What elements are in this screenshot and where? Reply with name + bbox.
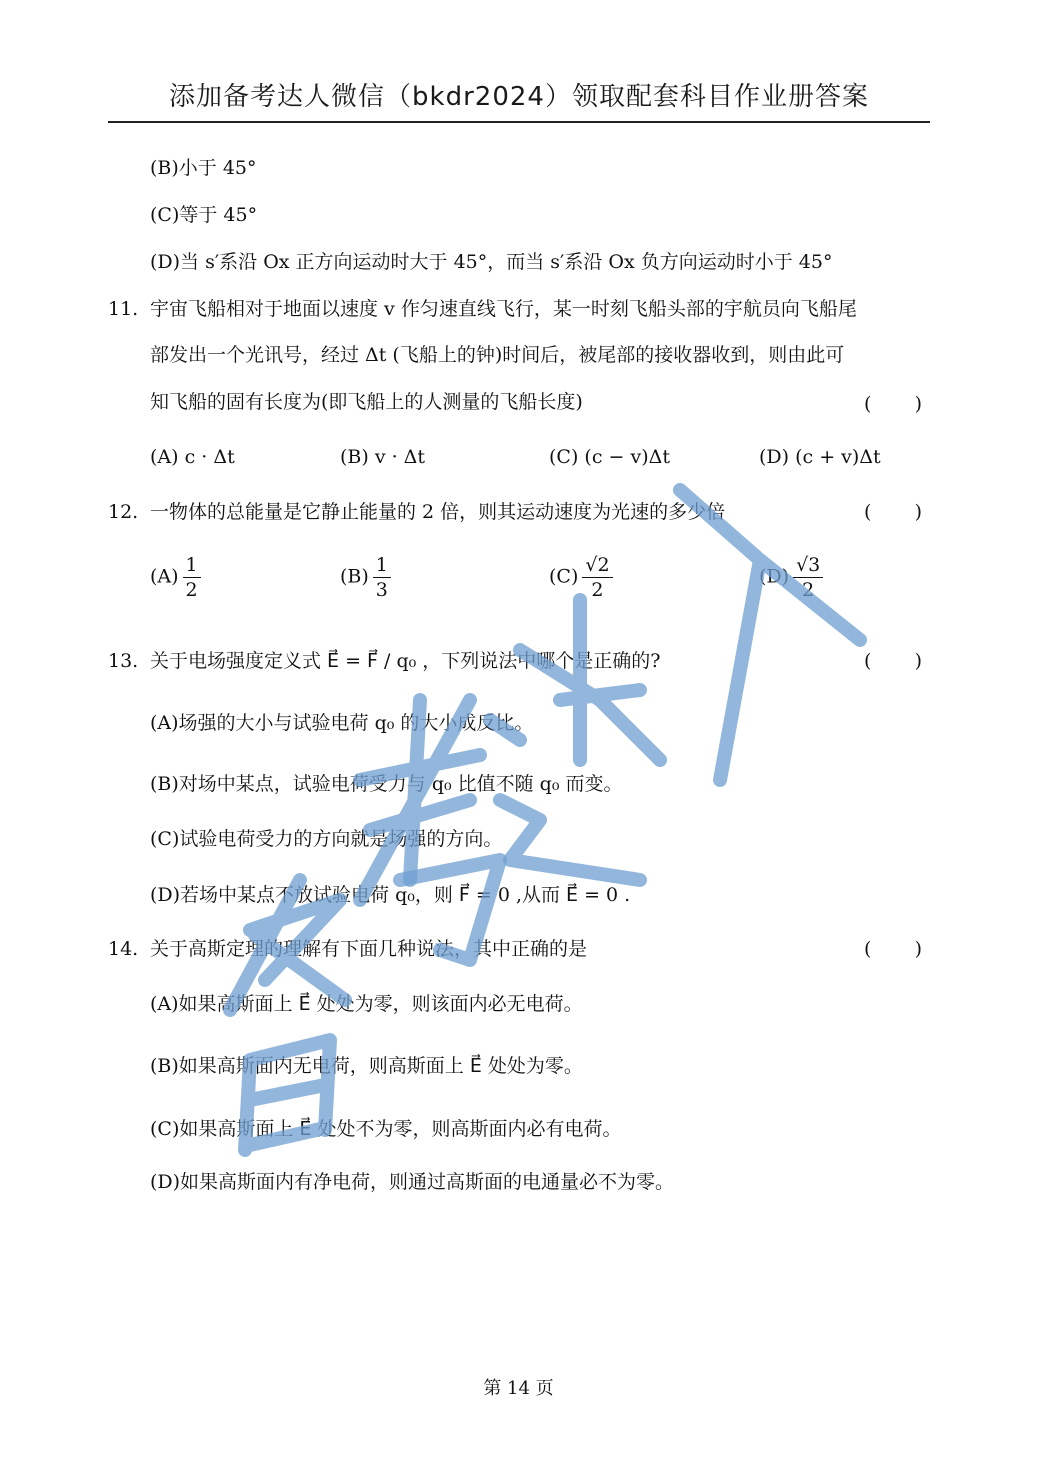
q14-option-d: (D)如果高斯面内有净电荷，则通过高斯面的电通量必不为零。 [150, 1171, 675, 1193]
q14-number: 14. [108, 938, 139, 960]
q14-answer-paren [864, 935, 922, 963]
option-label: (D) [759, 565, 790, 588]
numerator: √3 [793, 553, 823, 578]
fraction [183, 553, 201, 602]
paren-close: ) [914, 938, 922, 960]
q10-option-b: (B)小于 45° [150, 157, 257, 179]
paren-open: ( [864, 938, 872, 960]
numerator: 1 [183, 553, 201, 578]
denominator: 2 [591, 579, 604, 601]
q13-text: 关于电场强度定义式 E⃗ = F⃗ / q₀ ，下列说法中哪个是正确的? [150, 650, 661, 672]
q12-option-d [759, 553, 823, 602]
q12-text: 一物体的总能量是它静止能量的 2 倍，则其运动速度为光速的多少倍 [150, 501, 726, 523]
q14-text: 关于高斯定理的理解有下面几种说法，其中正确的是 [150, 938, 588, 960]
numerator: 1 [373, 553, 391, 578]
q11-number: 11. [108, 298, 139, 320]
q14-option-c: (C)如果高斯面上 E⃗ 处处不为零，则高斯面内必有电荷。 [150, 1118, 622, 1140]
fraction [373, 553, 391, 602]
fraction [793, 553, 823, 602]
q13-answer-paren [864, 647, 922, 675]
q13-option-b: (B)对场中某点，试验电荷受力与 q₀ 比值不随 q₀ 而变。 [150, 773, 623, 795]
q11-text-line1: 宇宙飞船相对于地面以速度 v 作匀速直线飞行，某一时刻飞船头部的宇航员向飞船尾 [150, 298, 857, 320]
denominator: 3 [375, 579, 388, 601]
q11-text-line3: 知飞船的固有长度为(即飞船上的人测量的飞船长度) [150, 391, 583, 413]
q10-option-c: (C)等于 45° [150, 204, 258, 226]
q12-option-b [340, 553, 391, 602]
q12-option-a [150, 553, 201, 602]
q12-answer-paren [864, 498, 922, 526]
option-label: (A) [150, 565, 179, 588]
q11-option-a: (A) c · Δt [150, 446, 235, 468]
denominator: 2 [802, 579, 815, 601]
page-number: 第 14 页 [483, 1378, 554, 1399]
numerator: √2 [582, 553, 612, 578]
q14-option-a: (A)如果高斯面上 E⃗ 处处为零，则该面内必无电荷。 [150, 993, 583, 1015]
q11-option-d: (D) (c + v)Δt [759, 446, 881, 468]
header-rule [108, 121, 930, 123]
fraction [582, 553, 612, 602]
q13-option-c: (C)试验电荷受力的方向就是场强的方向。 [150, 828, 503, 850]
q11-option-b: (B) v · Δt [340, 446, 426, 468]
q11-option-c: (C) (c − v)Δt [549, 446, 670, 468]
q11-answer-paren [864, 390, 922, 418]
q14-option-b: (B)如果高斯面内无电荷，则高斯面上 E⃗ 处处为零。 [150, 1055, 583, 1077]
q12-number: 12. [108, 501, 139, 523]
denominator: 2 [185, 579, 198, 601]
paren-open: ( [864, 650, 872, 672]
option-label: (C) [549, 565, 579, 588]
q12-option-c [549, 553, 613, 602]
q10-option-d: (D)当 s′系沿 Ox 正方向运动时大于 45°，而当 s′系沿 Ox 负方向运动时小于 45° [150, 251, 833, 273]
paren-open: ( [864, 393, 872, 415]
paren-close: ) [914, 393, 922, 415]
paren-open: ( [864, 501, 872, 523]
q13-number: 13. [108, 650, 139, 672]
q13-option-a: (A)场强的大小与试验电荷 q₀ 的大小成反比。 [150, 712, 534, 734]
option-label: (B) [340, 565, 369, 588]
q11-text-line2: 部发出一个光讯号，经过 Δt (飞船上的钟)时间后，被尾部的接收器收到，则由此可 [150, 344, 845, 366]
header-title: 添加备考达人微信（bkdr2024）领取配套科目作业册答案 [169, 82, 869, 112]
q13-option-d: (D)若场中某点不放试验电荷 q₀，则 F⃗ = 0 ,从而 E⃗ = 0 . [150, 884, 631, 906]
paren-close: ) [914, 650, 922, 672]
paren-close: ) [914, 501, 922, 523]
